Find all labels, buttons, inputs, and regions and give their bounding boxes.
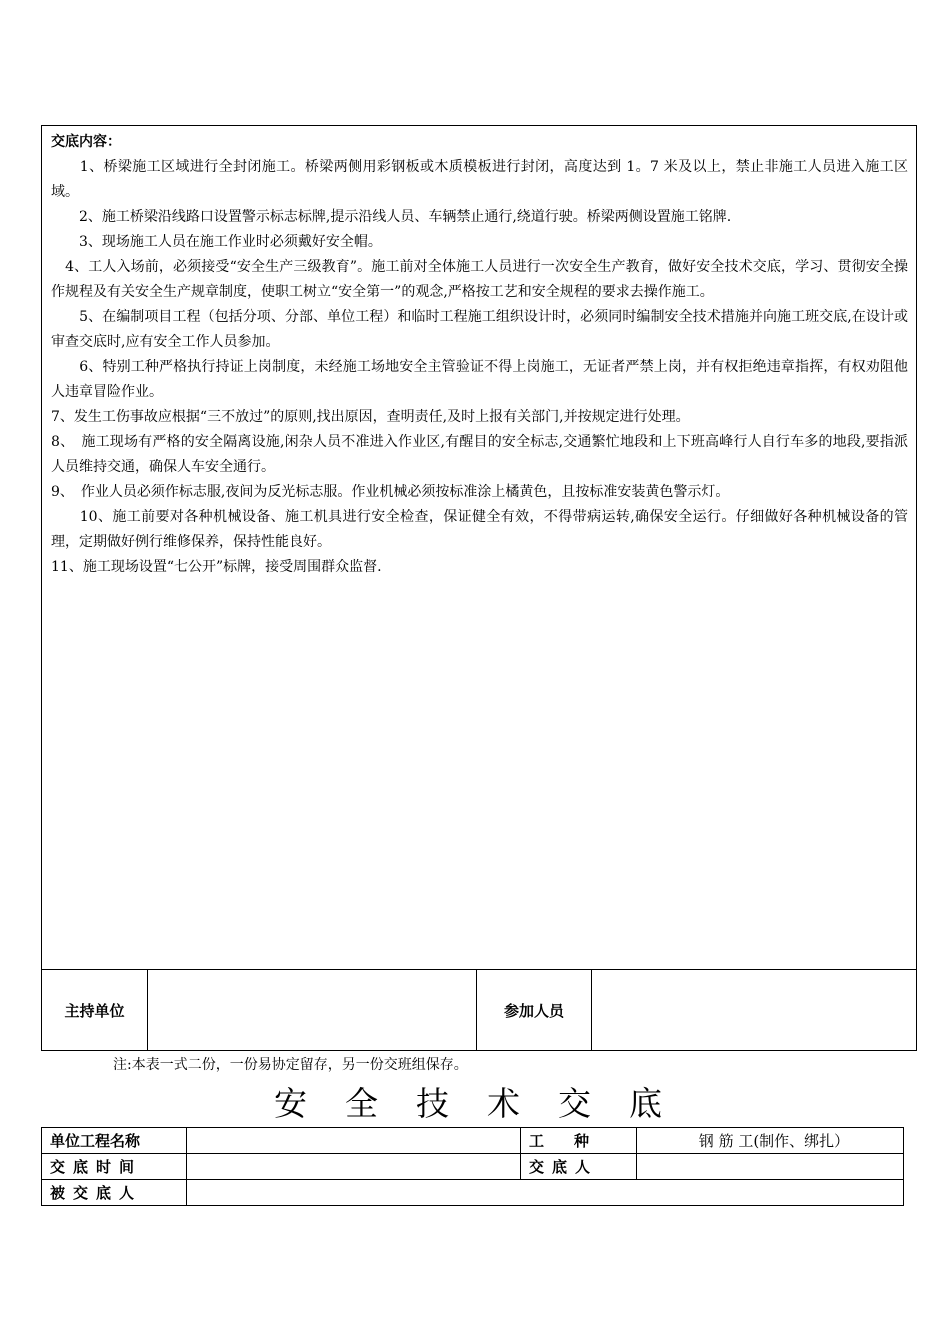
- safety-content-box: [41, 125, 917, 1051]
- participants-field[interactable]: [592, 970, 916, 1050]
- content-item: 11、施工现场设置“七公开”标牌，接受周围群众监督.: [51, 559, 382, 575]
- time-field[interactable]: [187, 1154, 521, 1180]
- content-item: 5、在编制项目工程（包括分项、分部、单位工程）和临时工程施工组织设计时，必须同时编制安全技术措施并向施工班交底,在设计或审查交底时,应有安全工作人员参加。: [51, 309, 908, 350]
- host-unit-field[interactable]: [148, 970, 477, 1050]
- footnote: 注:本表一式二份，一份易协定留存，另一份交班组保存。: [113, 1057, 468, 1073]
- page-title: 安全技术交底: [274, 1084, 700, 1123]
- table-row: [42, 1154, 904, 1180]
- content-item: 8、 施工现场有严格的安全隔离设施,闲杂人员不准进入作业区,有醒目的安全标志,交通繁忙地段和上下班高峰行人自行车多的地段,要指派人员维持交通，确保人车安全通行。: [51, 434, 908, 475]
- content-item: 1、桥梁施工区域进行全封闭施工。桥梁两侧用彩钢板或木质模板进行封闭，高度达到 1。7 米及以上，禁止非施工人员进入施工区域。: [51, 159, 908, 200]
- time-label: 交底时间: [42, 1154, 187, 1180]
- recipient-field[interactable]: [187, 1180, 904, 1206]
- project-name-field[interactable]: [187, 1128, 521, 1154]
- presenter-field[interactable]: [637, 1154, 904, 1180]
- content-section: [42, 126, 916, 969]
- content-item: 9、 作业人员必须作标志服,夜间为反光标志服。作业机械必须按标准涂上橘黄色，且按标准安装黄色警示灯。: [51, 484, 730, 500]
- content-item: 2、施工桥梁沿线路口设置警示标志标牌,提示沿线人员、车辆禁止通行,绕道行驶。桥梁两侧设置施工铭牌.: [51, 209, 732, 225]
- host-unit-label: 主持单位: [42, 970, 148, 1050]
- recipient-label: 被交底人: [42, 1180, 187, 1206]
- signature-row: [42, 969, 916, 1050]
- content-item: 10、施工前要对各种机械设备、施工机具进行安全检查，保证健全有效，不得带病运转,确保安全运行。仔细做好各种机械设备的管理，定期做好例行维修保养，保持性能良好。: [51, 509, 908, 550]
- content-item: 6、特别工种严格执行持证上岗制度，未经施工场地安全主管验证不得上岗施工，无证者严禁上岗，并有权拒绝违章指挥，有权劝阻他人违章冒险作业。: [51, 359, 908, 400]
- participants-label: 参加人员: [477, 970, 592, 1050]
- content-item: 7、发生工伤事故应根据“三不放过”的原则,找出原因，查明责任,及时上报有关部门,并按规定进行处理。: [51, 409, 690, 425]
- project-name-label: 单位工程名称: [42, 1128, 187, 1154]
- presenter-label: 交底人: [521, 1154, 637, 1180]
- info-table: [41, 1127, 904, 1206]
- trade-label: 工 种: [521, 1128, 637, 1154]
- content-item: 3、现场施工人员在施工作业时必须戴好安全帽。: [51, 234, 382, 250]
- table-row: [42, 1128, 904, 1154]
- content-heading: 交底内容：: [51, 134, 121, 150]
- table-row: [42, 1180, 904, 1206]
- content-item: 4、工人入场前，必须接受“安全生产三级教育”。施工前对全体施工人员进行一次安全生产教育，做好安全技术交底，学习、贯彻安全操作规程及有关安全生产规章制度，使职工树立“安全第一”的观念,严格按工艺和安全规程的要求去操作施工。: [51, 259, 908, 300]
- trade-value: 钢 筋 工(制作、绑扎）: [637, 1128, 904, 1154]
